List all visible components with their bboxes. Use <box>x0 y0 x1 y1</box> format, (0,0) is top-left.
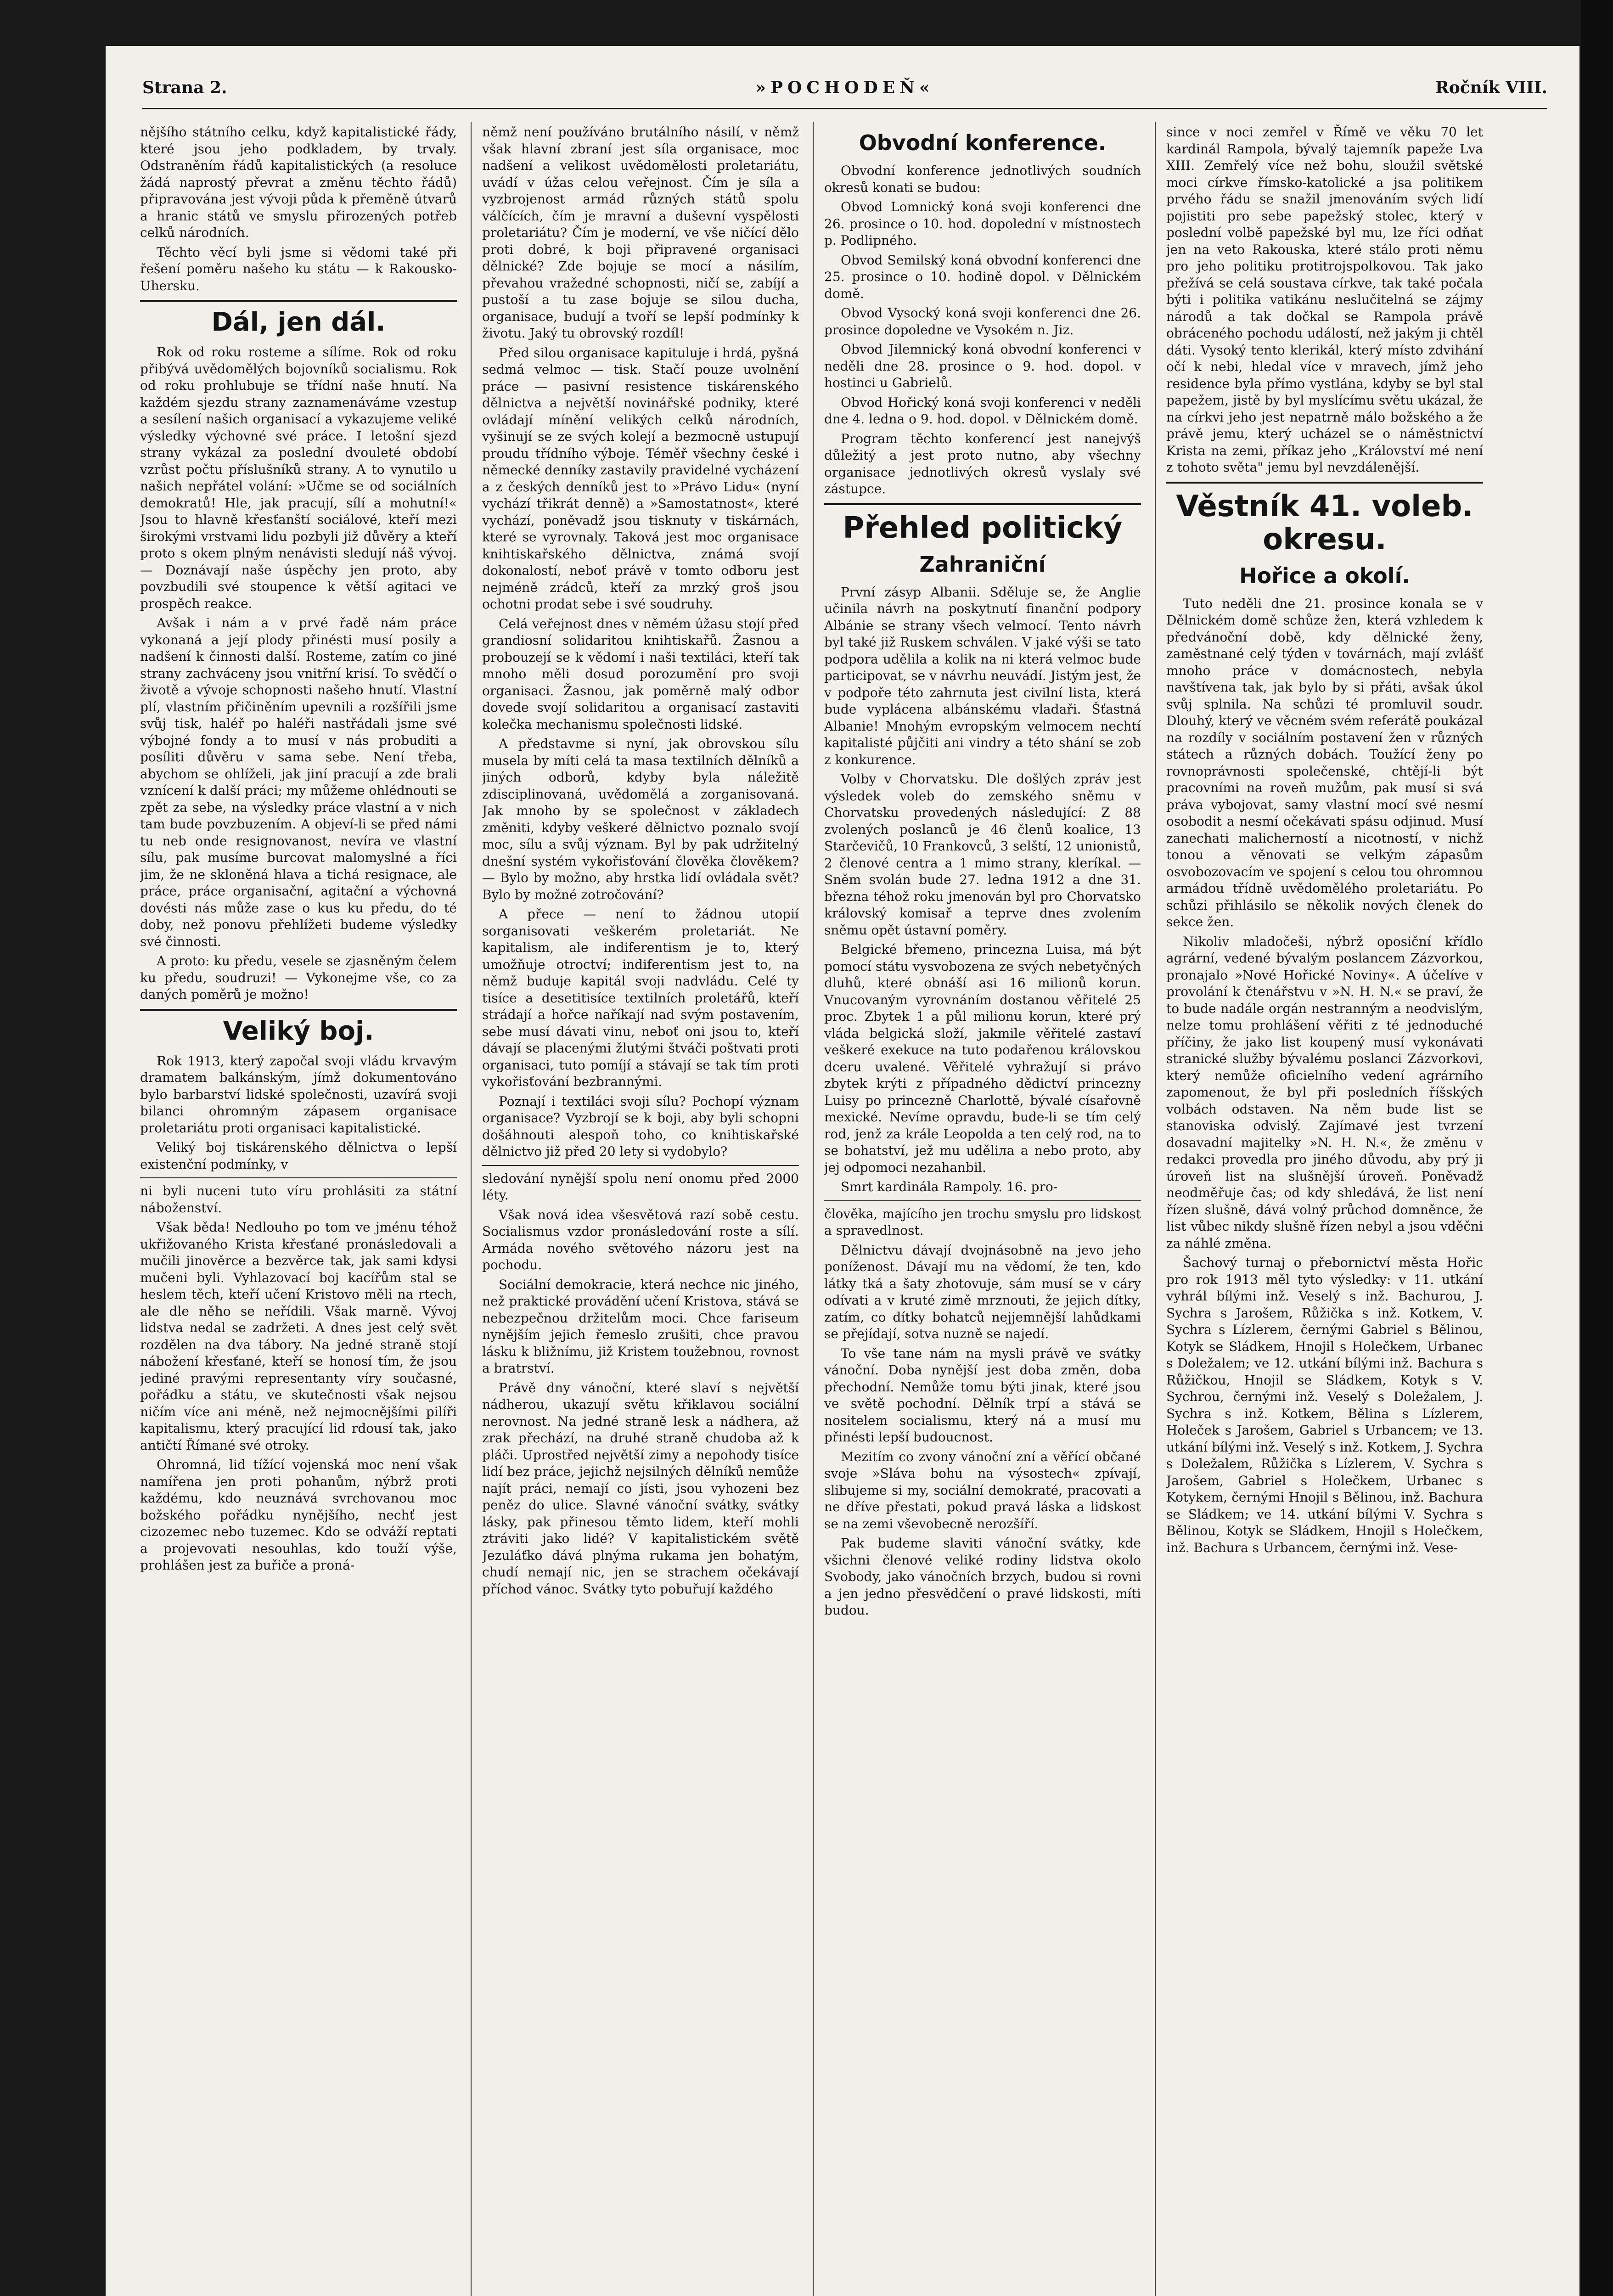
section-subtitle-horice: Hořice a okolí. <box>1239 563 1410 588</box>
paragraph: Šachový turnaj o přebornictví města Hořic pro rok 1913 měl tyto výsledky: v 11. utkání vyhrál bílými inž. Veselý s inž. Bachurou, J. Sychra s Jarošem, Růžička s inž. Kotkem, V. Sychra s Lízlerem, černými Gabriel s Bělinou, Kotyk se Sládkem, Hnojil s Holečkem, Urbanec s Doležalem; ve 12. utkání bílými inž. Bachura s Růžičkou, Hnojil se Sládkem, Kotyk s V. Sychrou, černými inž. Veselý s Doležalem, J. Sychra s inž. Kotkem, Bělina s Lízlerem, Holeček s Jarošem, Gabriel s Urbancem; ve 13. utkání bílými inž. Veselý s inž. Kotkem, J. Sychra s Doležalem, Růžička s Lízlerem, V. Sychra s Jarošem, Gabriel s Holečkem, Urbanec s Kotykem, černými Hnojil s Bělinou, inž. Bachura se Sládkem; ve 14. utkání bílými V. Sychra s Bělinou, Kotyk se Sládkem, Hnojil s Holečkem, inž. Bachura s Urbancem, černými inž. Vese- <box>1166 1255 1483 1555</box>
paragraph: Před silou organisace kapituluje i hrdá, pyšná sedmá velmoc — tisk. Stačí pouze uvolnění práce — pasivní resistence tiskárenského dělnictva a největší novinářské podniky, které ovládají mínění velikých celků národních, vyšinují se ze svých kolejí a bezmocně ustupují proudu třídního výboje. Téměř všechny české i německé denníky zastavily pravidelné vycházení a z českých denníků jest to »Právo Lidu« (nyní vychází třikrát denně) a »Samostatnost«, které vychází, poněvadž jsou tisknuty v tiskárnách, které se vyrovnaly. Taková jest moc organisace knihtiskařského dělnictva, známá svojí dokonalostí, neboť právě v tomto odboru jest nejméně zrádců, kteří za mrzký groš jsou ochotni prodat sebe i své soudruhy. <box>482 345 799 612</box>
paragraph: První zásyp Albanii. Sděluje se, že Anglie učinila návrh na poskytnutí finanční podpory Albánie se strany všech velmocí. Tento návrh byl také již Ruskem schválen. V jaké výši se tato podpora udělila a kolik na ni která velmoc bude participovat, se v návrhu neuvádí. Jistým jest, že v podpoře této zahrnuta jest civilní lista, která bude vyplácena albánskému vladaři. Šťastná Albanie! Mnohým evropským velmocem nechtí kapitalisté půjčiti ani vindry a této shání se zob z konkurence. <box>824 584 1141 767</box>
scan-border <box>1581 0 1613 2296</box>
paragraph: A přece — není to žádnou utopií sorganisovati veškerém proletariát. Ne kapitalism, ale indiferentism je to, který umožňuje otroctví; indiferentism jest to, na němž buduje kapitál svoji nadvládu. Celé ty tisíce a desetitisíce textilních proletářů, kteří strádají a hořce naříkají nad svým postavením, sebe musí dávati vinu, neboť oni jsou to, kteří dávají se placenými žlutými štváči poštvati proti organisaci, tuto pomíjí a stávají se tak tím proti vykořisťování bezbrannými. <box>482 906 799 1089</box>
paragraph: Avšak i nám a v prvé řadě nám práce vykonaná a její plody přinésti musí posily a nadšení k činnosti další. Rosteme, zatím co jiné strany zachváceny jsou vnitřní krisí. To svědčí o životě a vývoje schopnosti našeho hnutí. Vlastní plí, vlastním přičiněním upevnili a rozšířili jsme svůj tisk, haléř po haléři nastřádali jsme své výbojné fondy a to musí v nás probuditi a posíliti důvěru v sama sebe. Není třeba, abychom se ohlíželi, jak jiní pracují a zde brali vznícení k další práci; my můžeme ohlédnouti se zpět za sebe, na výsledky práce vlastní a v nich tam bude povzbuzením. A objeví-li se před námi tu neb onde resignovanost, nevíra ve vlastní sílu, pak musíme burcovat malomyslné a říci jim, že ne skloněná hlava a tichá resignace, ale práce, práce organisační, agitační a výchovná dovésti nás může zase o kus ku předu, do té doby, než ponovu přehlížeti budeme výsledky své činnosti. <box>140 615 457 949</box>
column-1 <box>140 124 457 2296</box>
paragraph: Obvod Lomnický koná svoji konferenci dne 26. prosince o 10. hod. dopolední v místnostech p. Podlipného. <box>824 199 1141 248</box>
paragraph: since v noci zemřel v Římě ve věku 70 let kardinál Rampola, bývalý tajemník papeže Lva XIII. Zemřelý více než bohu, sloužil světské moci církve římsko-katolické a jsa politikem prvého řádu se snažil jmenováním svých lidí pojistiti pro sebe papežský stolec, který v poslední volbě papežské byl mu, lze říci odňat jen na veto Rakouska, které stálo proti němu pro jeho politiku protitrojspolkovou. Tak jako přežívá se celá soustava církve, tak také počala býti i politika vatikánu neslučitelná se zájmy národů a tak dočkal se Rampola právě obráceného pochodu událostí, než jakým ji chtěl dáti. Vysoký tento klerikál, který místo zdvihání očí k nebi, hledal více v mravech, jímž jeho residence byla přímo vystlána, kdyby se byl stal papežem, jistě by byl myslícímu světu ukázal, že na církvi jeho jest nepatrně málo božského a že právě jemu, který ucházel se o náměstnictví Krista na zemi, příkaz jeho „Království mé není z tohoto světa" jemu byl nevzdálenější. <box>1166 124 1483 475</box>
article-title-dal-jen-dal: Dál, jen dál. <box>211 307 386 337</box>
newspaper-page <box>106 46 1579 2296</box>
paragraph: Sociální demokracie, která nechce nic jiného, než praktické provádění učení Kristova, stává se nebezpečnou držitelům moci. Chce fariseum nynějším jejich řemeslo zrušiti, chce pravou lásku k bližnímu, již Kristem toužebnou, rovnost a bratrství. <box>482 1277 799 1376</box>
column-divider <box>1155 122 1156 2296</box>
paragraph: Smrt kardinála Rampoly. 16. pro- <box>841 1179 1058 1194</box>
paragraph: Obvod Semilský koná obvodní konferenci dne 25. prosince o 10. hodině dopol. v Dělnickém domě. <box>824 252 1141 301</box>
paragraph: Ohromná, lid tížící vojenská moc není však namířena jen proti pohanům, nýbrž proti každému, kdo neuznává svrchovanou moc božského pořádku nynějšího, nechť jest cizozemec nebo tuzemec. Kdo se odváží reptati a projevovati nesouhlas, kdo touží výše, prohlášen jest za buřiče a proná- <box>140 1457 457 1573</box>
page-number: Strana 2. <box>142 78 227 97</box>
paragraph: Však běda! Nedlouho po tom ve jménu téhož ukřižovaného Krista křesťané pronásledovali a mučili jinověrce a bezvěrce tak, jak sami kdysi mučeni byli. Vyhlazovací boj kacířům stal se heslem těch, kteří učení Kristovo měli na rtech, ale dle něho se neřídili. Však marně. Vývoj lidstva nedal se zadržeti. A dnes jest celý svět rozdělen na dva tábory. Na jedné straně stojí nábožení křesťané, kteří se honosí tím, že jsou jediné pravými representanty víry současné, pořádku a státu, ve skutečnosti však nejsou ničím více ani méně, než nejmocnějšími pilíři kapitalismu, který pracující lid rdousí tak, jako antičtí Římané své otroky. <box>140 1220 457 1453</box>
section-divider <box>824 1200 1141 1201</box>
article-title-obvodni-konference: Obvodní konference. <box>859 130 1107 155</box>
paragraph: Těchto věcí byli jsme si vědomi také při řešení poměru našeho ku státu — k Rakousko-Uhersku. <box>140 244 457 293</box>
section-subtitle-zahranicni: Zahraniční <box>919 551 1046 577</box>
paragraph: Tuto neděli dne 21. prosince konala se v Dělnickém domě schůze žen, která vzhledem k předvánoční době, kdy dělnické ženy, zaměstnané celý týden v továrnách, mají zvlášť mnoho práce v domácnostech, nebyla navštívena tak, jak bylo by si přáti, avšak úkol svůj splnila. Na schůzi té promluvil soudr. Dlouhý, který ve věcném svém referátě poukázal na rozdíly v sociálním postavení žen v různých státech a různých dobách. Toužící ženy po rovnoprávnosti společenské, chtějí-li být pracovními na roveň mužům, pak musí si svá práva vybojovat, samy vlastní mocí své nesmí osobodit a nesmí očekávati spásu odjinud. Musí zanechati malicherností a nicotností, v nichž tonou a věnovati se velkým zápasům osvobozovacím ve spojení s celou tou ohromnou armádou třídně uvědomělého proletariátu. Po schůzi přihlásilo se několik nových členek do sekce žen. <box>1166 596 1483 929</box>
paragraph: To vše tane nám na mysli právě ve svátky vánoční. Doba nynější jest doba změn, doba přechodní. Nemůže tomu býti jinak, které jsou ve světě pochodní. Dělník trpí a stává se nositelem socialismu, který ná a musí mu přinésti lepší budoucnost. <box>824 1345 1141 1445</box>
paragraph: němž není používáno brutálního násilí, v němž však hlavní zbraní jest síla organisace, moc nadšení a velikost uvědomělosti proletariátu, uvádí v úžas celou veřejnost. Čím je síla a vyzbrojenost armád různých států spolu válčících, čím je mravní a duševní vyspělosti proletariátu? Čím je moderní, ve vše ničící dělo proti dobré, k boji připravené organisaci dělnické? Zde bojuje se mocí a násilím, převahou vražedné schopnosti, ničí se, zabíjí a pustoší a tu zase bojuje se silou ducha, organisace, budují a tvoří se lepší podmínky k životu. Jaký tu obrovský rozdíl! <box>482 124 799 341</box>
paragraph: Mezitím co zvony vánoční zní a věřící občané svoje »Sláva bohu na výsostech« zpívají, slibujeme si my, sociální demokraté, pracovati a ne dříve přestati, pokud pravá láska a lidskost se na zemi vševobecně nerozšíří. <box>824 1449 1141 1531</box>
article-title-veliky-boj: Veliký boj. <box>223 1016 374 1046</box>
paragraph: A představme si nyní, jak obrovskou sílu musela by míti celá ta masa textilních dělníků a jiných odborů, kdyby byla náležitě zdisciplinovaná, uvědomělá a zorganisovaná. Jak mnoho by se společnost v základech změniti, kdyby veškeré dělnictvo poznalo svojí moc, sílu a svůj význam. Byl by pak udržitelný dnešní systém vykořisťování člověka člověkem? — Bylo by možno, aby hrstka lidí ovládala svět? Bylo by možné zotročování? <box>482 736 799 902</box>
paragraph: Program těchto konferencí jest nanejvýš důležitý a jest proto nutno, aby všechny organisace jednotlivých okresů vyslaly své zástupce. <box>824 431 1141 496</box>
article-title-prehled-politicky: Přehled politický <box>843 511 1123 545</box>
paragraph: Veliký boj tiskárenského dělnictva o lepší existenční podmínky, v <box>140 1140 457 1172</box>
paragraph: nějšího státního celku, když kapitalistické řády, které jsou jeho podkladem, by trvaly. Odstraněním řádů kapitalistických (a resoluce žádá naprostý převrat a změnu těchto řádů) připravována jest vývoji půda k přeměně útvarů a hranic států ve smyslu přirozených potřeb celků národních. <box>140 124 457 240</box>
paragraph: Obvod Jilemnický koná obvodní konferenci v neděli dne 28. prosince o 9. hod. dopol. v hostinci u Gabrielů. <box>824 342 1141 390</box>
masthead: »POCHODEŇ« <box>755 78 934 97</box>
section-divider <box>140 300 457 302</box>
paragraph: Dělnictvu dávají dvojnásobně na jevo jeho poníženost. Dávají mu na vědomí, že ten, kdo látky tká a šaty zhotovuje, sám musí se v cáry odívati a v kruté zimě mrznouti, že jejich dítky, zatím, co dítky bohatců nejjemnější lahůdkami se přejídají, sotva nuzně se najedí. <box>824 1242 1141 1341</box>
column-divider <box>471 122 472 2296</box>
paragraph: Celá veřejnost dnes v němém úžasu stojí před grandiosní solidaritou knihtiskařů. Žasnou a probouzejí se k vědomí i naši textiláci, kteří tak mnoho měli dosud porozumění pro svoji organisaci. Žasnou, jak poměrně malý odbor dovede svojí solidaritou a organisací zastaviti kolečka mechanismu společnosti lidské. <box>482 616 799 732</box>
paragraph: Však nová idea všesvětová razí sobě cestu. Socialismus vzdor pronásledování roste a sílí. Armáda nového světového názoru jest na pochodu. <box>482 1207 799 1272</box>
section-divider <box>1166 482 1483 484</box>
column-4 <box>1166 124 1483 2296</box>
section-divider <box>482 1165 799 1166</box>
paragraph: Rok 1913, který započal svoji vládu krvavým dramatem balkánským, jímž dokumentováno bylo barbarství lidské společnosti, uzavírá svoji bilanci ohromným zápasem organisace proletariátu proti organisaci kapitalistické. <box>140 1053 457 1136</box>
paragraph: Belgické břemeno, princezna Luisa, má být pomocí státu vysvobozena ze svých nebetyčných dluhů, které obnáší asi 16 milionů korun. Vnucovaným vyrovnáním dostanou věřitelé 25 proc. Zbytek 1 a půl milionu korun, které prý vláda belgická složí, jakmile věřitelé zastaví veškeré exekuce na tuto podařenou královskou dceru uvalené. Věřitelé vyhražují si právo zbytek krýti z případného dědictví princezny Luisy po princezně Charlottě, bývalé císařovně mexické. Nevíme opravdu, bude-li se tím celý rod, jenž za krále Leopolda a ten celý rod, na to se bohatství, jež mu uděliла a nebo proto, aby jej odpomoci nezahanbil. <box>824 942 1141 1175</box>
column-3 <box>824 124 1141 2296</box>
section-divider <box>824 503 1141 505</box>
article-title-vestnik: Věstník 41. voleb. okresu. <box>1176 489 1473 557</box>
paragraph: Poznají i textiláci svoji sílu? Pochopí význam organisace? Vyzbrojí se k boji, aby byli schopni došáhnouti alespoň toho, co knihtiskařské dělnictvo již před 20 lety si vydobylo? <box>482 1093 799 1159</box>
paragraph: Právě dny vánoční, které slaví s největší nádherou, ukazují světu křiklavou sociální nerovnost. Na jedné straně lesk a nádhera, až zrak přechází, na druhé straně chudoba až k pláči. Uprostřed největší zimy a nepohody tisíce lidí bez práce, jejichž nejsilných dělníků nemůže najít práci, nemají co jísti, jsou vyhozeni bez peněz do ulice. Slavné vánoční svátky, svátky lásky, pak přinesou těmto lidem, kteří mohli ztráviti jako lidé? V kapitalistickém světě Jezuláťko dává plnýma rukama jen bohatým, chudí nemají nic, jen se strachem očekávají příchod vánoc. Svátky tyto pobuřují každého <box>482 1380 799 1597</box>
section-divider <box>140 1009 457 1011</box>
paragraph: Volby v Chorvatsku. Dle došlých zpráv jest výsledek voleb do zemského sněmu v Chorvatsku provedených následující: Z 88 zvolených poslanců je 46 členů koalice, 13 Starčevičů, 10 Frankovců, 3 selští, 12 unionistů, 2 členové centra a 1 mimo strany, kleríkal. — Sněm svolán bude 27. ledna 1912 a dne 31. března téhož roku jmenován byl pro Chorvatsko královský komisař a teprve dnes zvolením sněmu opět ústavní poměry. <box>824 771 1141 938</box>
paragraph: Obvod Vysocký koná svoji konferenci dne 26. prosince dopoledne ve Vysokém n. Jiz. <box>824 305 1141 338</box>
paragraph: A proto: ku předu, vesele se zjasněným čelem ku předu, soudruzi! — Vykonejme vše, co za daných poměrů je možno! <box>140 953 457 1002</box>
paragraph: Nikoliv mladočeši, nýbrž oposiční křídlo agrární, vedené bývalým poslancem Zázvorkou, pronajalo »Nové Hořické Noviny«. A účelíve v provolání k čtenářstvu v »N. H. N.« se praví, že to bude nadále orgán nestranným a neodvislým, nelze tomu prohlášení věřiti z té jednoduché příčiny, že jako list koupený musí vykonávati stranické služby bývalému poslanci Zázvorkovi, který nemůže oficielního vedení agrárního zapomenout, že byl při posledních říšských volbách odstaven. Na něm bude list se stanoviska odvislý. Zajímavé jest tvrzení dosavadní majitelky »N. H. N.«, že změnu v redakci provedla pro jiného důvodu, aby prý ji úroveň list na slušnější úroveň. Poněvadž neodměřuje čas; od kdy shledává, že list není řízen slušně, dává volný průchod domněnce, že list vůbec nikdy slušně řízen nebyl a jsou vděčni za náhlé změna. <box>1166 934 1483 1251</box>
volume-label: Ročník VIII. <box>1435 78 1547 97</box>
paragraph: Obvod Hořický koná svoji konferenci v neděli dne 4. ledna o 9. hod. dopol. v Dělnickém domě. <box>824 394 1141 427</box>
paragraph: sledování nynější spolu není onomu před 2000 léty. <box>482 1171 799 1203</box>
column-divider <box>813 122 814 2296</box>
paragraph: člověka, majícího jen trochu smyslu pro lidskost a spravedlnost. <box>824 1206 1141 1238</box>
section-divider <box>140 1177 457 1178</box>
header-divider <box>142 108 1547 109</box>
paragraph: ni byli nuceni tuto víru prohlásiti za státní náboženství. <box>140 1183 457 1216</box>
page-header <box>142 78 1547 110</box>
paragraph: Pak budeme slaviti vánoční svátky, kde všichni členové veliké rodiny lidstva okolo Svobody, jako vánočních brzych, budou si rovni a jen jedno přesvědčení o pravé lidskosti, míti budou. <box>824 1536 1141 1618</box>
paragraph: Rok od roku rosteme a sílíme. Rok od roku přibývá uvědomělých bojovníků socialismu. Rok od roku prohlubuje se třídní naše hnutí. Na každém sjezdu strany zaznamenáváme vzestup a sesílení našich organisací a vykazujeme veliké výsledky výchovné své práce. I letošní sjezd strany vykázal za poslední dvouleté období vzrůst počtu příslušníků strany. A to vynutilo u našich nepřátel volání: »Učme se od sociálních demokratů! Hle, jak pracují, sílí a mohutní!« Jsou to hlavně křesťanští sociálové, kteří mezi širokými vrstvami lidu pozbyli již důvěry a kteří proto s okem plným nenávisti sledují náš vývoj. — Doznávají naše úspěchy jen proto, aby povzbudili své stoupence k větší agitaci ve prospěch reakce. <box>140 344 457 611</box>
paragraph: Obvodní konference jednotlivých soudních okresů konati se budou: <box>824 163 1141 195</box>
column-2 <box>482 124 799 2296</box>
